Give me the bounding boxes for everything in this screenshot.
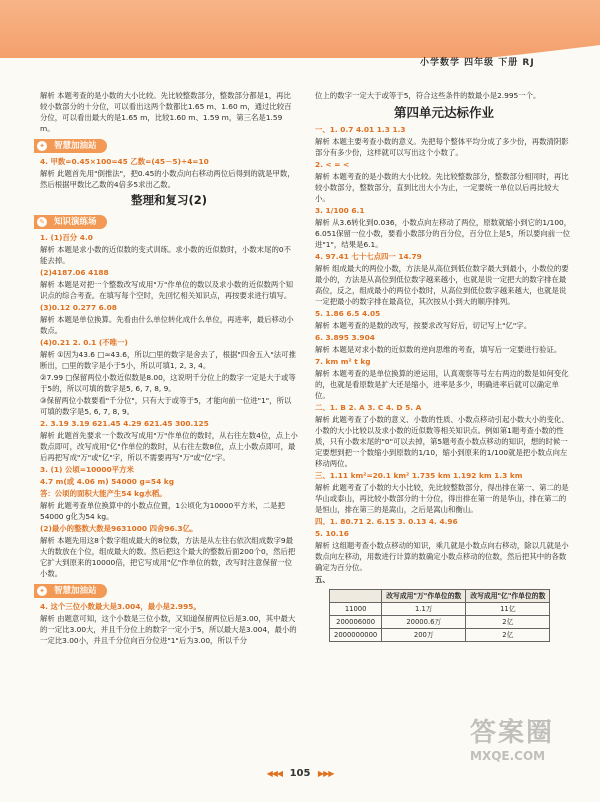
answer-line: 3. (1) 公顷=10000平方米	[40, 465, 134, 474]
table-cell: 11亿	[466, 603, 550, 616]
header-title: 小学数学 四年级 下册 RJ	[420, 58, 535, 68]
answer-line: 2. 3.19 3.19 621.45 4.29 621.45 300.125	[40, 419, 209, 428]
table-header-row	[330, 590, 550, 603]
answer-line: 答：公顷的面积大能产生54 kg水稻。	[40, 489, 167, 498]
paragraph: 解析 本题主要考查小数的意义。先把每个整体平均分成了多少份，再数清阴影部分有多少份，这样就可以写出这个小数了。	[315, 137, 569, 157]
answer-line: 一、1. 0.7 4.01 1.3 1.3	[315, 125, 406, 134]
left-column	[40, 90, 298, 647]
paragraph: 解析 ①因为43.6 □≈43.6，所以□里的数字是舍去了，根据"四舍五入"法可推断出，□里的数字是小于5小，所以可填1, 2, 3, 4。	[40, 350, 296, 370]
table-row	[330, 603, 550, 616]
paragraph: 解析 从3.6转化到0.036，小数点向左移动了两位，原数就缩小到它的1/100，6.051保留一位小数，要看小数部分的百分位，百分位上是5，所以要向前一位进"1"，结果是6.1。	[315, 218, 572, 249]
banner-label: 知识演练场	[54, 217, 97, 227]
table-cell: 200万	[382, 629, 466, 642]
paragraph: 解析 此题考查了小数的大小比较，先比较整数部分，得出排在第一、第二的是华山或泰山，再比较小数部分的十分位，得出排在第一的是华山，排在第二的是恒山，排在第三的是嵩山，之后是嵩山和衡山。	[315, 483, 569, 514]
paragraph: 解析 本题是对把一个整数改写成用"万"作单位的数以及求小数的近似数两个知识点的综合考查。在填写每个空时，先回忆相关知识点，再按要求进行填写。	[40, 280, 294, 300]
answer-line: 4.7 m(或 4.06 m) 54000 g=54 kg	[40, 477, 174, 486]
table-cell: 1.1万	[382, 603, 466, 616]
paragraph: ③保留两位小数要看"千分位"，只有大于或等于5，才能向前一位进"1"，所以可填的数字是5, 6, 7, 8, 9。	[40, 396, 292, 416]
table-cell: 11000	[330, 603, 382, 616]
paragraph: 解析 本题先用这8个数字组成最大的8位数，方法是从左往右依次组成数字9最大的数放在个位，组成最大的数。然后把这个最大的整数后面200个0，然后把它扩大到原来的10000倍，把它写成用"亿"作单位的数，改写时注意保留一位小数。	[40, 536, 296, 578]
paragraph: 解析 本题是对求小数的近似数的逆向思维的考查，填写后一定要进行验证。	[315, 345, 562, 354]
banner-wisdom-station	[34, 139, 107, 153]
paragraph: ②7.99 □保留两位小数近似数是8.00，这说明千分位上的数字一定是大于或等于5的，所以可填的数字是5, 6, 7, 8, 9。	[40, 373, 296, 393]
answer-line: (2)4187.06 4188	[40, 268, 109, 277]
answer-line: 6. 3.895 3.904	[315, 333, 375, 342]
table-row	[330, 616, 550, 629]
paragraph: 解析 此题考查了小数的意义、小数的性质、小数点移动引起小数大小的变化、小数的大小比较以及求小数的近似数等相关知识点。例如第1题考查小数的性质，只有小数末尾的"0"可以去掉，第5题考查小数点移动的知识，想的时候一定要想到把一个数缩小到原数的1/10，缩小到原来的1/100就是把小数点向左移动两位。	[315, 415, 569, 468]
table-cell: 2亿	[466, 629, 550, 642]
paragraph: 解析 本题考查的是数的改写，按要求改写好后，切记写上"亿"字。	[315, 321, 532, 330]
watermark-logo	[470, 718, 590, 798]
section-title: 整理和复习(2)	[130, 193, 207, 207]
banner-label: 智慧加油站	[54, 141, 97, 151]
paragraph: 解析 本题考查的是小数的大小比较。先比较整数部分，整数部分相同时，再比较小数部分，整数部分，直到比出大小为止，一定要统一单位以后再比较大小。	[315, 172, 569, 203]
table-header-cell	[330, 590, 382, 603]
book-icon: ✎	[37, 217, 47, 227]
table-cell: 2亿	[466, 616, 550, 629]
answer-line: 3. 1/100 6.1	[315, 206, 365, 215]
answer-line: (4)0.21 2. 0.1 (不唯一)	[40, 338, 128, 347]
answer-line: 7. km m² t kg	[315, 357, 371, 366]
paragraph: 解析 组成最大的两位小数，方法是从高位到低位数字最大到最小，小数位的要最小的，方法是从高位到低位数字越来越小，也就是说一定把大的数字排在最高位，反之，组成最小的两位小数时，从高位到低位数字越来越大，也就是说一定把最小的数字排在最高位，其次按从小到大的顺序排列。	[315, 264, 569, 306]
banner-knowledge-practice	[34, 215, 107, 229]
table-row	[330, 629, 550, 642]
table-cell: 2000000000	[330, 629, 382, 642]
header-bar	[0, 0, 600, 58]
banner-label: 智慧加油站	[54, 586, 97, 596]
right-column	[315, 90, 573, 642]
answer-line: 5. 10.16	[315, 529, 349, 538]
watermark-text: 答案圈	[470, 718, 555, 748]
page-number: 105	[289, 768, 311, 779]
answer-line: 二、1. B 2. A 3. C 4. D 5. A	[315, 403, 422, 412]
banner-wisdom-station	[34, 584, 107, 598]
answer-table	[329, 589, 550, 642]
table-header-cell: 改写成用"亿"作单位的数	[466, 590, 550, 603]
answer-line: 5. 1.86 6.5 4.05	[315, 309, 381, 318]
answer-line: (3)0.12 0.277 6.08	[40, 303, 117, 312]
answer-line: 2. < = <	[315, 160, 350, 169]
answer-line: (2)最小的整数大数是9631000 四舍96.3亿。	[40, 524, 198, 533]
answer-line: 四、1. 80.71 2. 6.15 3. 0.13 4. 4.96	[315, 517, 458, 526]
page-footer	[0, 768, 600, 779]
answer-line: 4. 这个三位小数最大是3.004，最小是2.995。	[40, 602, 201, 611]
paragraph: 解析 此题首先要求一个数改写成用"万"作单位的数时，从右往左数4位，点上小数点即可，改写成用"亿"作单位的数时，从右往左数8位，点上小数点即可，最后再把写成"万"或"亿"字，所以不需要再写"万"或"亿"字。	[40, 431, 298, 462]
paragraph: 解析 本题考查的是单位换算的逆运用，认真观察等号左右两边的数是如何变化的，也就是看原数是扩大还是缩小，进率是多少，明确进率后就可以确定单位。	[315, 369, 569, 400]
section-title: 第四单元达标作业	[393, 105, 494, 120]
answer-line: 1. (1)百分 4.0	[40, 233, 93, 242]
bulb-icon: ✦	[37, 141, 47, 151]
table-cell: 200006000	[330, 616, 382, 629]
right-arrows-icon: ▶▶▶	[317, 769, 334, 778]
paragraph: 解析 这组题考查小数点移动的知识，乘几就是小数点向右移动，除以几就是小数点向左移动，用数进行计算的数确定小数点移动的位数，然后把其中的各数确定为百分位。	[315, 541, 569, 572]
answer-line: 4. 甲数=0.45×100=45 乙数=(45－5)÷4=10	[40, 157, 209, 166]
left-intro	[40, 90, 298, 134]
answer-line: 4. 97.41 七十七点四一 14.79	[315, 252, 422, 261]
answer-line: 三、1.11 km²=20.1 km² 1.735 km 1.192 km 1.3 km	[315, 471, 523, 480]
paragraph: 解析 此题首先用"倒推法"，把0.45的小数点向右移动两位后得到的就是甲数，然后根据甲数比乙数的4倍多5求出乙数。	[40, 169, 295, 189]
table-header-cell: 改写成用"万"作单位的数	[382, 590, 466, 603]
paragraph: 解析 由题意可知，这个小数是三位小数，又知道保留两位后是3.00，其中最大的一定比3.00大，并且千分位上的数字一定小于5，所以最大是3.004，最小的一定比3.00小，并且千分位向百分位进"1"后为3.00，所以千分	[40, 614, 297, 645]
watermark-url: MXQE.COM	[470, 749, 546, 763]
paragraph: 解析 此题考查单位换算中的小数点位置，1公顷化为10000平方米，二是把54000 g化为54 kg。	[40, 501, 285, 521]
paragraph: 位上的数字一定大于或等于5，符合这些条件的数最小是2.995一个。	[315, 91, 541, 100]
question-label: 五、	[315, 575, 330, 584]
paragraph: 解析 本题考查的是小数的大小比较。先比较整数部分，整数部分都是1，再比较小数部分的十分位，可以看出这两个数都比1.65 m、1.60 m，通过比较百分位，可以看出最大的是1.65 m，比较1.60 m、1.59 m，第三名是1.59 m。	[40, 91, 292, 133]
paragraph: 解析 本题是单位换算。先看由什么单位转化成什么单位，再进率，最后移动小数点。	[40, 315, 294, 335]
left-arrows-icon: ◀◀◀	[266, 769, 283, 778]
paragraph: 解析 本题是求小数的近似数的变式训练。求小数的近似数时，小数末尾的0不能去掉。	[40, 245, 291, 265]
table-cell: 20000.6万	[382, 616, 466, 629]
bulb-icon: ✦	[37, 586, 47, 596]
